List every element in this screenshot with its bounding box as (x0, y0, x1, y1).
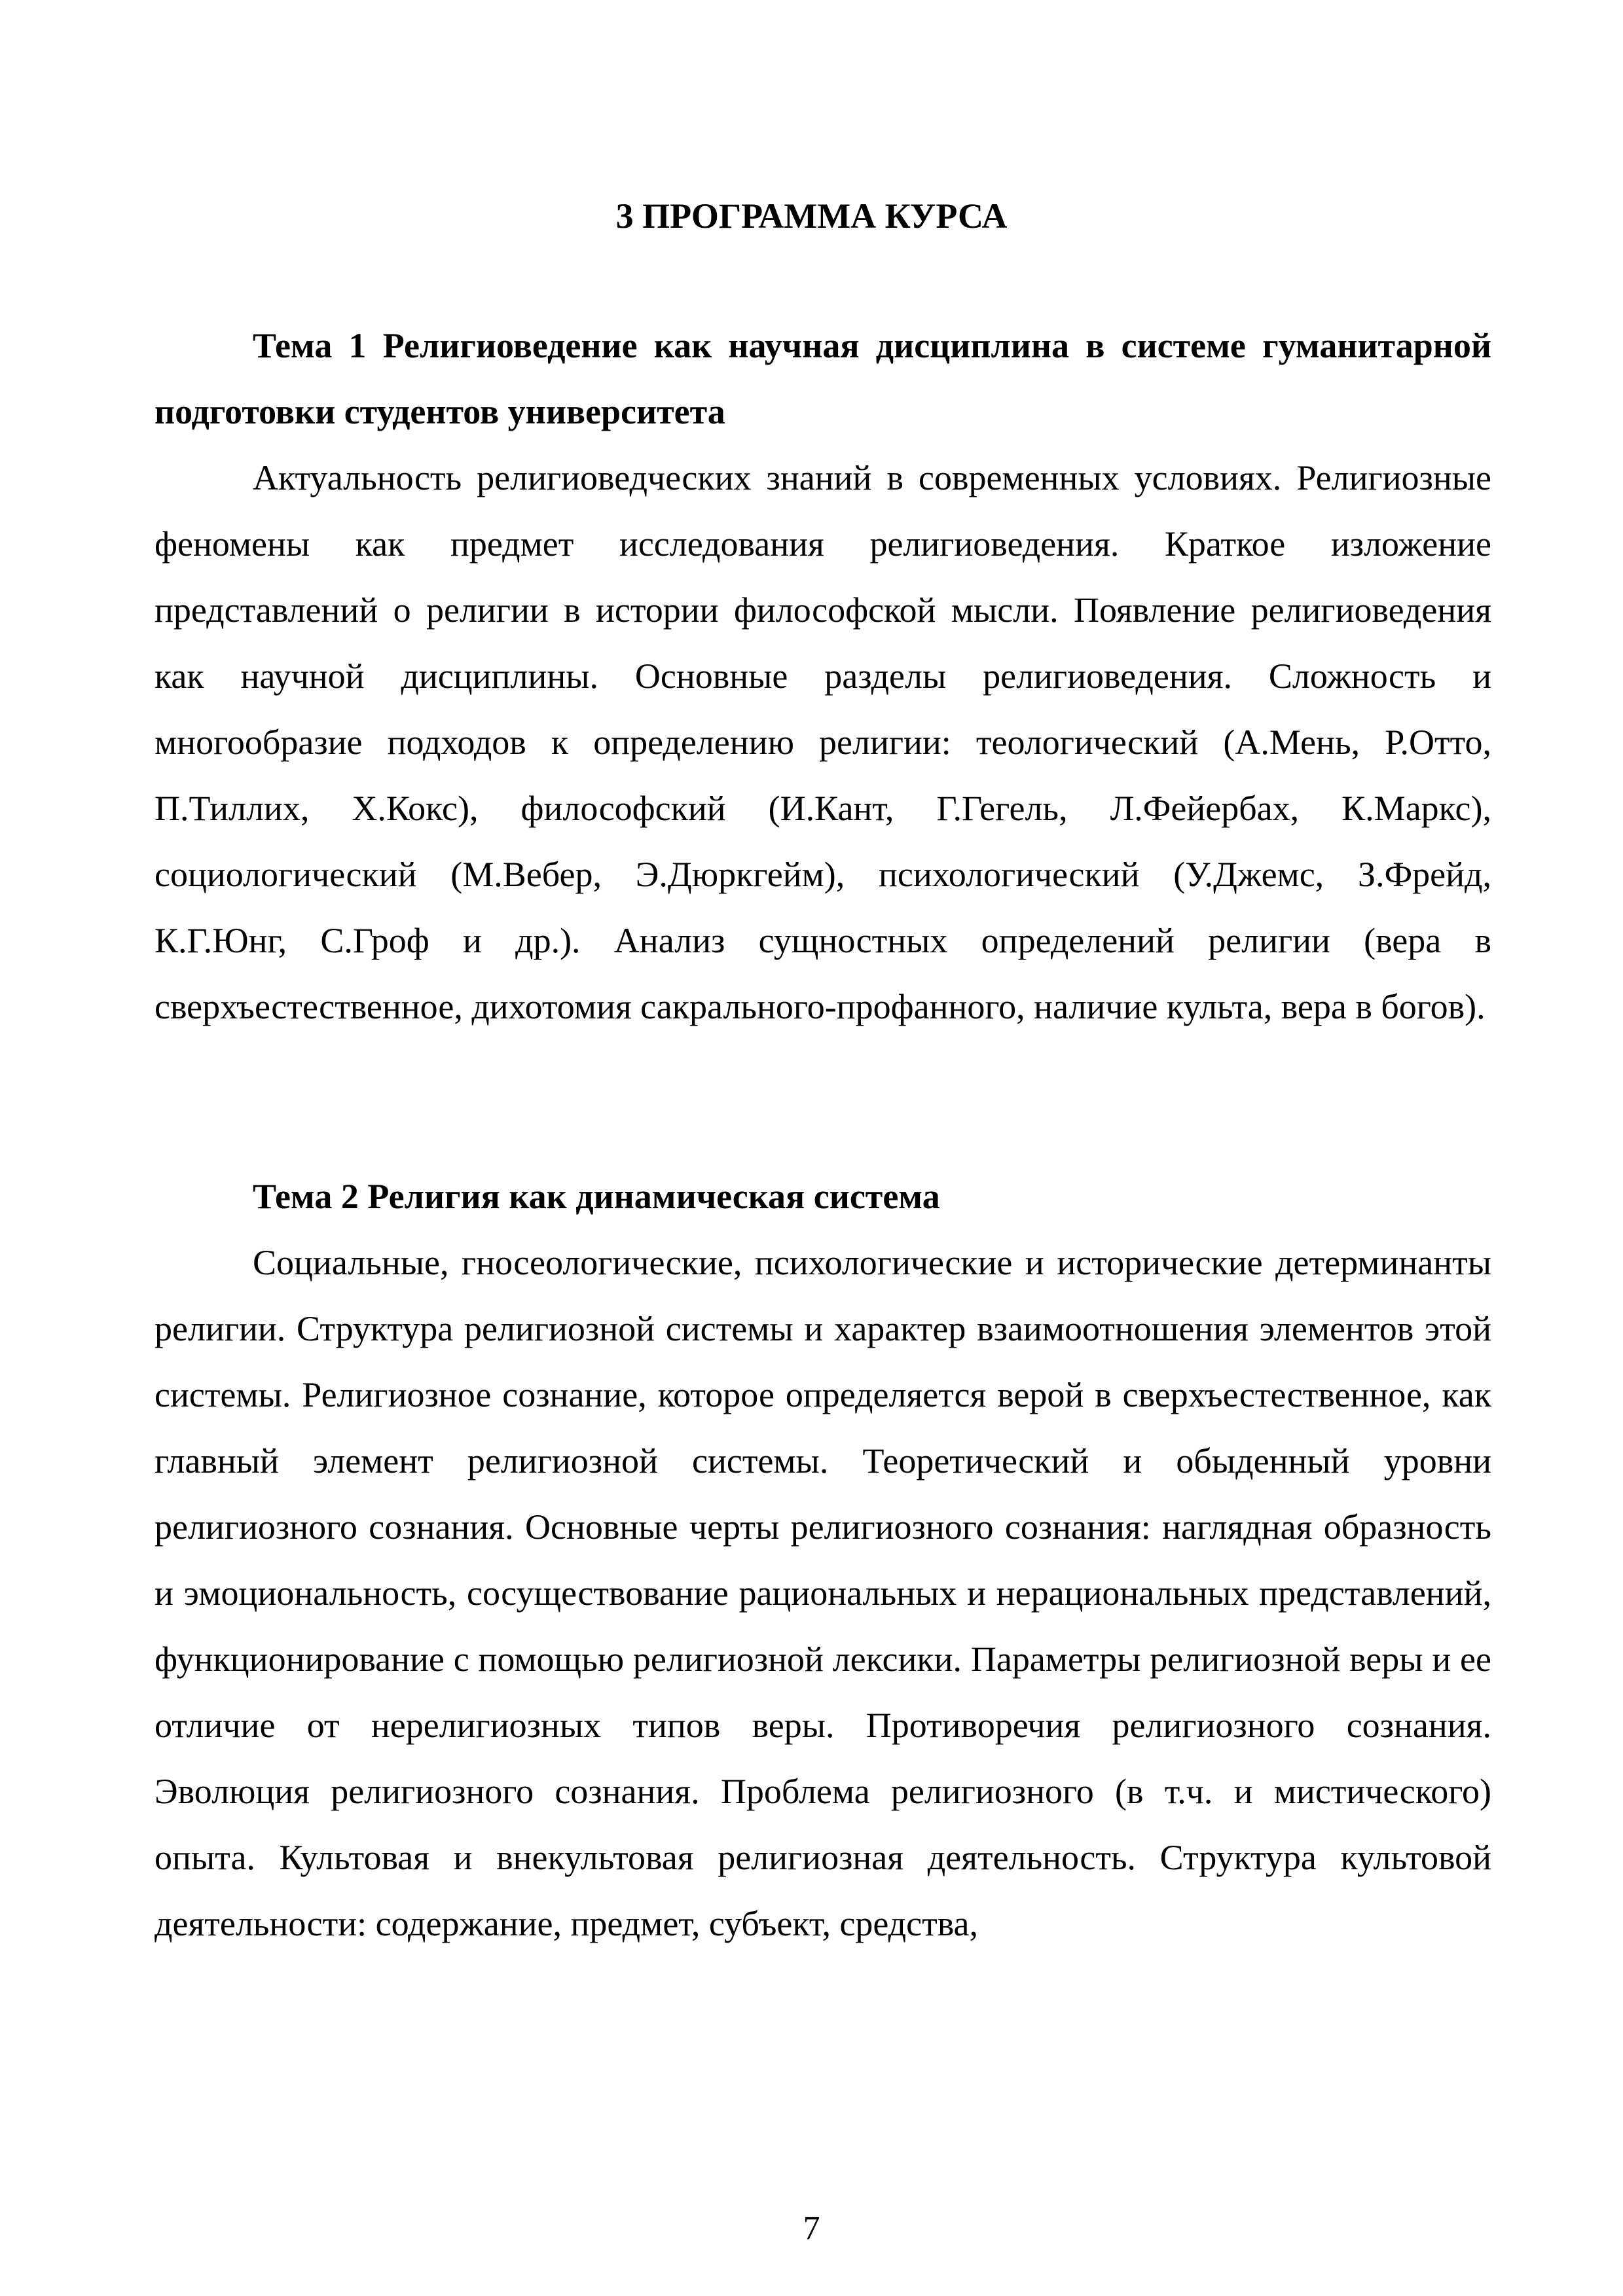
section-heading: Тема 2 Религия как динамическая система (253, 1177, 940, 1216)
section-body: Социальные, гносеологические, психологические и исторические детерминанты религии. Структура религиозной системы и характер взаимоотношения элементов этой системы. Религиозное сознание, которое определяется верой в сверхъестественное, как главный элемент религиозной системы. Теоретический и обыденный уровни религиозного сознания. Основные черты религиозного сознания: наглядная образность и эмоциональность, сосуществование рациональных и нерациональных представлений, функционирование с помощью религиозной лексики. Параметры религиозной веры и ее отличие от нерелигиозных типов веры. Противоречия религиозного сознания. Эволюция религиозного сознания. Проблема религиозного (в т.ч. и мистического) опыта. Культовая и внекультовая религиозная деятельность. Структура культовой деятельности: содержание, предмет, субъект, средства, (155, 1243, 1491, 1943)
section-topic-1 (155, 313, 1491, 1040)
section-topic-2 (155, 1164, 1491, 1957)
chapter-title: 3 ПРОГРАММА КУРСА (615, 196, 1008, 236)
section-body: Актуальность религиоведческих знаний в современных условиях. Религиозные феномены как предмет исследования религиоведения. Краткое изложение представлений о религии в истории философской мысли. Появление религиоведения как научной дисциплины. Основные разделы религиоведения. Сложность и многообразие подходов к определению религии: теологический (А.Мень, Р.Отто, П.Тиллих, Х.Кокс), философский (И.Кант, Г.Гегель, Л.Фейербах, К.Маркс), социологический (М.Вебер, Э.Дюркгейм), психологический (У.Джемс, З.Фрейд, К.Г.Юнг, С.Гроф и др.). Анализ сущностных определений религии (вера в сверхъестественное, дихотомия сакрального-профанного, наличие культа, вера в богов). (155, 458, 1491, 1026)
page-number: 7 (803, 2210, 820, 2247)
section-heading: Тема 1 Религиоведение как научная дисциплина в системе гуманитарной подготовки студентов университета (155, 326, 1491, 431)
